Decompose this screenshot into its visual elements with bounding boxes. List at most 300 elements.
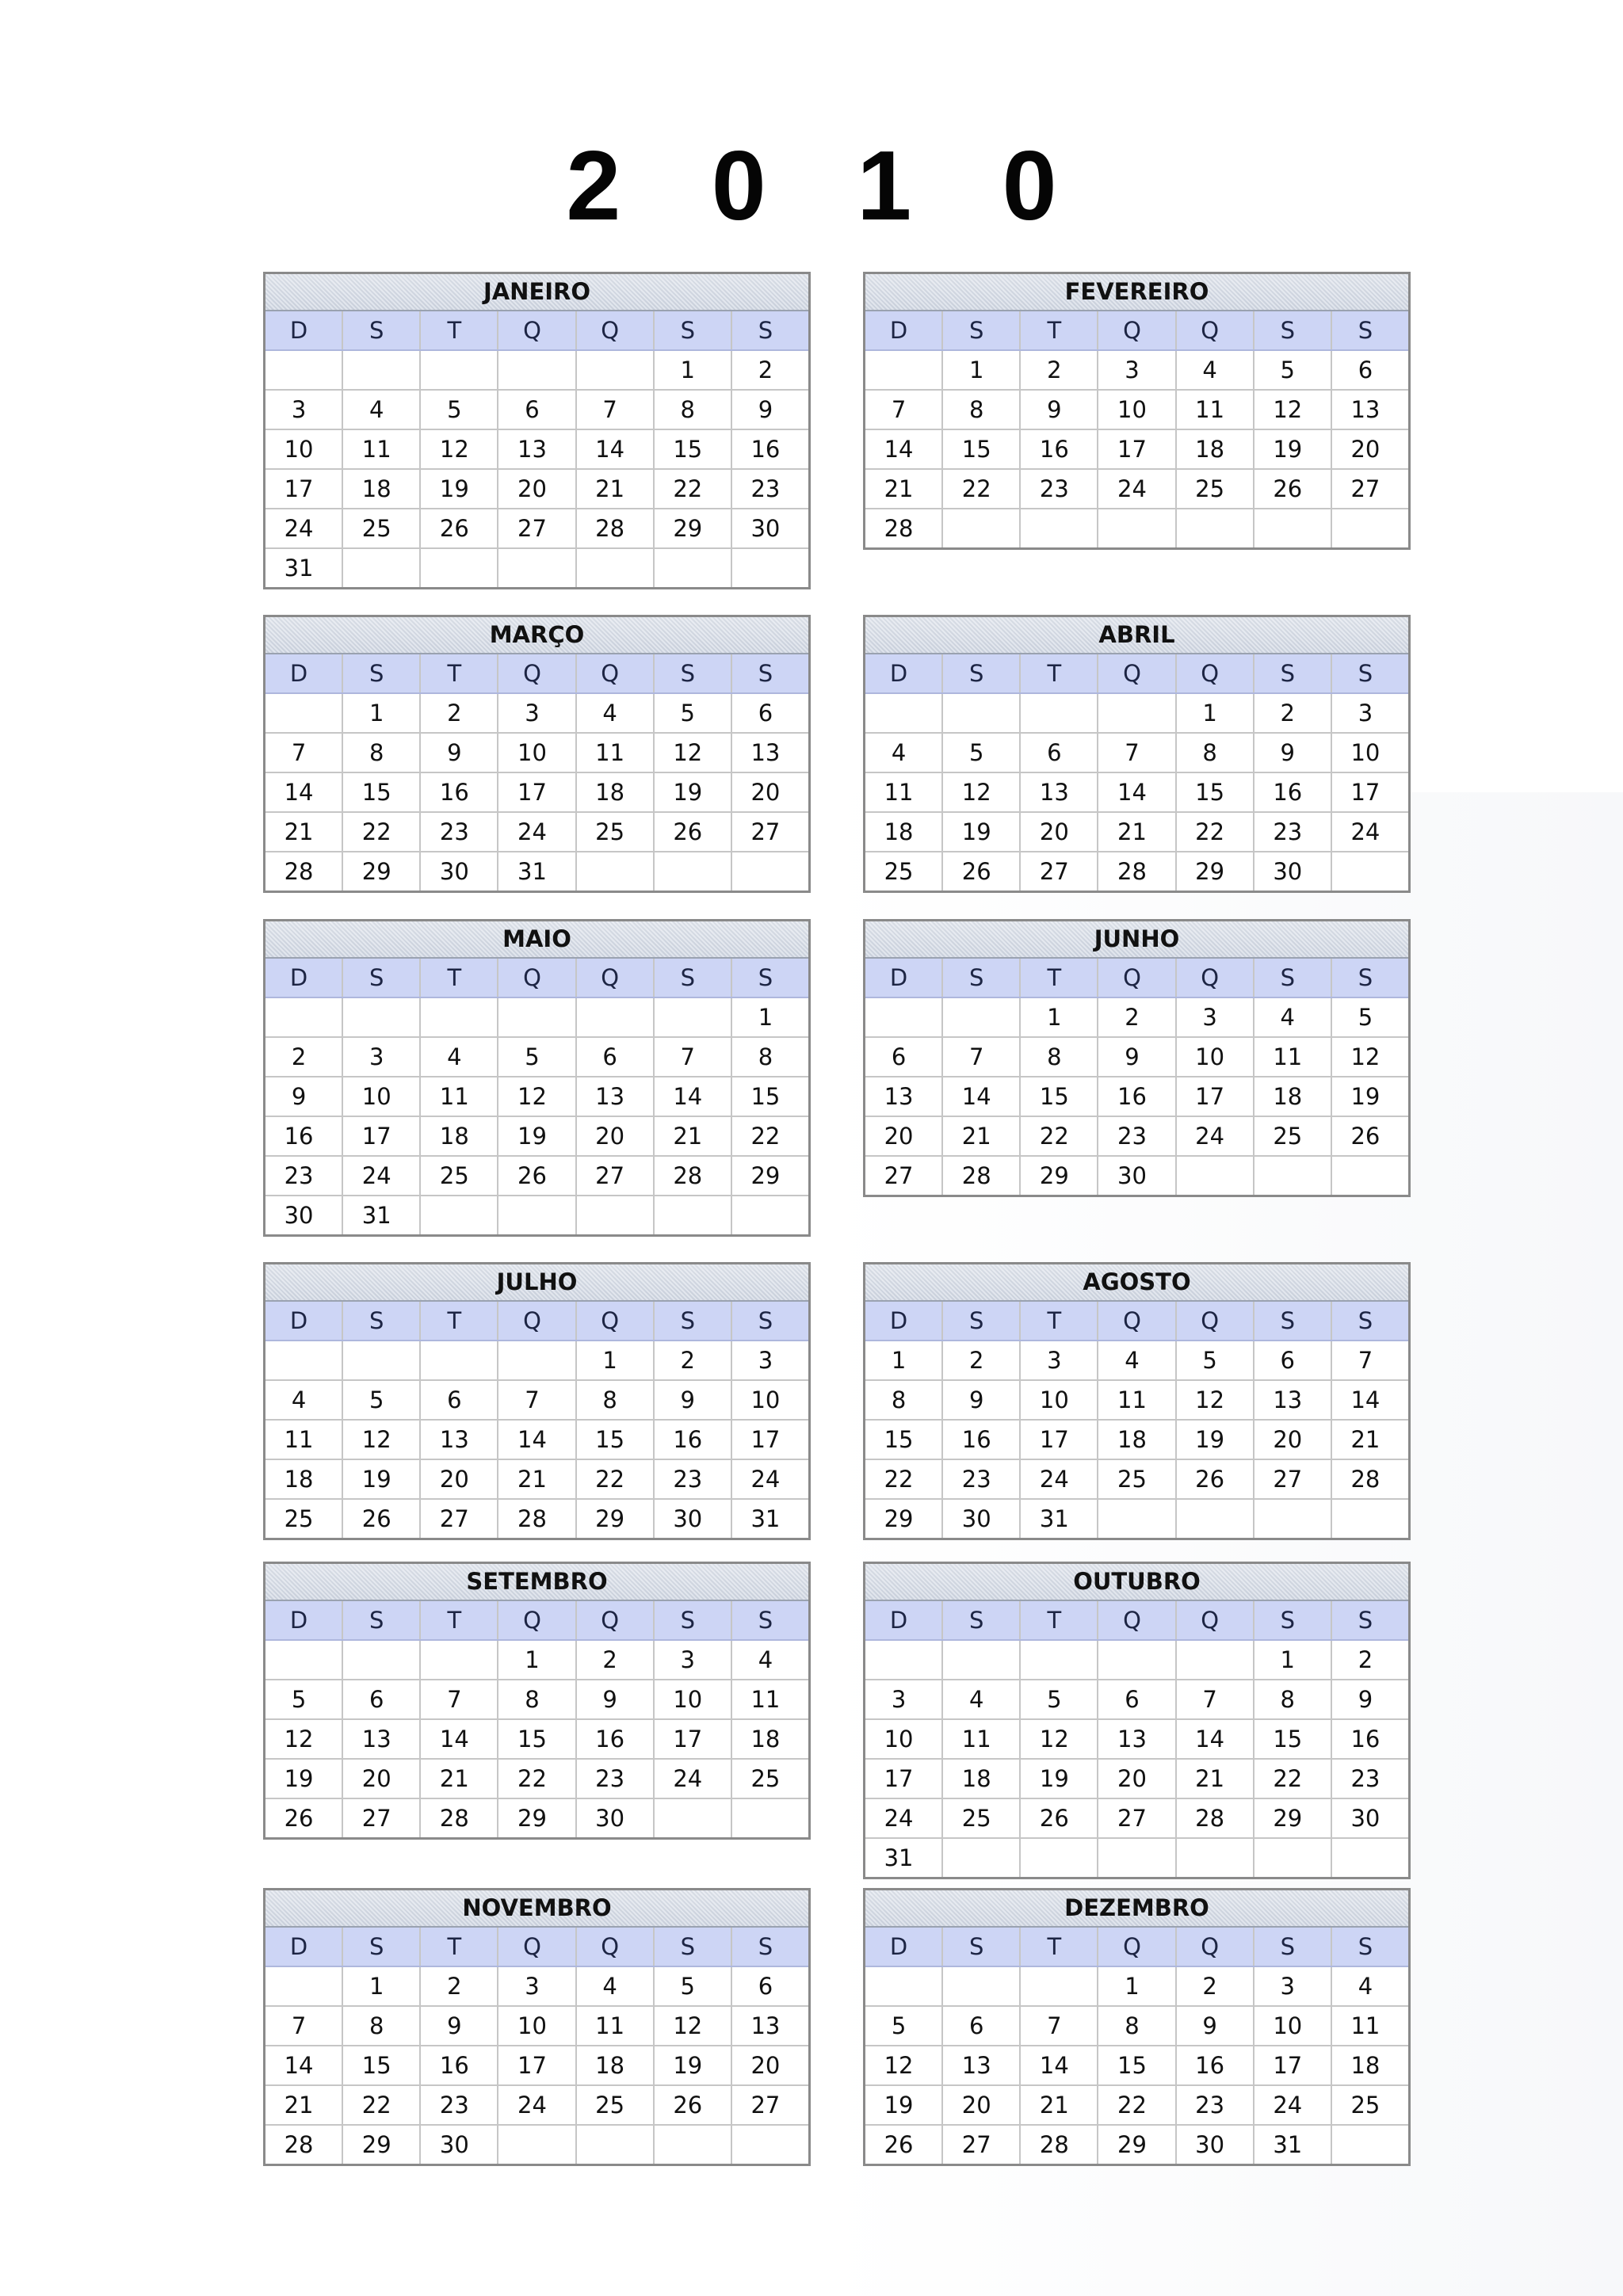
week-row — [265, 509, 808, 549]
day-cell: 13 — [498, 430, 576, 468]
weekday-label: S — [943, 1302, 1021, 1340]
day-cell: 21 — [865, 470, 943, 508]
day-cell: 30 — [1098, 1157, 1176, 1195]
day-cell: 14 — [1021, 2046, 1098, 2084]
weekday-label: S — [1358, 317, 1373, 344]
weekday-label: S — [1254, 1601, 1332, 1639]
day-cell: 16 — [265, 1117, 343, 1155]
weekday-header-row — [865, 1601, 1408, 1641]
day-cell: 10 — [750, 1386, 781, 1413]
day-cell: 9 — [577, 1680, 655, 1718]
day-cell: 18 — [1254, 1077, 1332, 1116]
day-cell: 21 — [577, 470, 655, 508]
day-cell: 30 — [577, 1799, 655, 1837]
day-cell — [498, 2126, 576, 2164]
day-cell — [265, 1967, 343, 2005]
day-cell: 11 — [943, 1720, 1021, 1758]
day-cell: 20 — [750, 779, 781, 806]
week-row — [865, 734, 1408, 773]
day-cell — [732, 549, 808, 587]
day-cell — [1098, 694, 1176, 732]
day-cell: 25 — [343, 509, 421, 547]
day-cell: 4 — [758, 1646, 773, 1673]
day-cell: 18 — [577, 2046, 655, 2084]
weekday-label: Q — [577, 1302, 655, 1340]
week-row — [865, 1720, 1408, 1760]
day-cell: 23 — [655, 1460, 732, 1498]
day-cell — [265, 1341, 343, 1379]
day-cell — [421, 1641, 498, 1679]
weekday-label: Q — [498, 1302, 576, 1340]
day-cell — [943, 509, 1021, 547]
weekday-label: Q — [1098, 654, 1176, 692]
day-cell: 5 — [498, 1038, 576, 1076]
day-cell: 11 — [1350, 2012, 1381, 2039]
day-cell: 13 — [1021, 773, 1098, 811]
month-name: AGOSTO — [865, 1264, 1408, 1302]
weekday-label: S — [343, 1928, 421, 1966]
day-cell: 4 — [421, 1038, 498, 1076]
day-cell: 28 — [265, 852, 343, 891]
day-cell — [1332, 1157, 1408, 1195]
day-cell: 3 — [498, 1967, 576, 2005]
day-cell: 9 — [1358, 1686, 1373, 1713]
day-cell: 2 — [265, 1038, 343, 1076]
day-cell: 22 — [865, 1460, 943, 1498]
weekday-label: T — [1021, 959, 1098, 997]
day-cell: 16 — [1098, 1077, 1176, 1116]
weekday-label: D — [865, 654, 943, 692]
month-june — [863, 919, 1411, 1197]
day-cell: 12 — [865, 2046, 943, 2084]
day-cell: 15 — [1177, 773, 1254, 811]
week-row — [865, 1341, 1408, 1381]
day-cell: 3 — [343, 1038, 421, 1076]
day-cell: 19 — [1021, 1760, 1098, 1798]
day-cell: 1 — [758, 1004, 773, 1031]
day-cell: 16 — [655, 1421, 732, 1459]
day-cell: 23 — [421, 813, 498, 851]
day-cell: 5 — [943, 734, 1021, 772]
month-name: NOVEMBRO — [265, 1890, 808, 1928]
day-cell — [421, 1196, 498, 1234]
day-cell: 31 — [343, 1196, 421, 1234]
day-cell — [498, 351, 576, 389]
day-cell: 12 — [1350, 1043, 1381, 1070]
day-cell: 7 — [1177, 1680, 1254, 1718]
weekday-label: S — [943, 311, 1021, 349]
day-cell: 30 — [750, 515, 781, 542]
day-cell: 16 — [750, 436, 781, 463]
day-cell: 26 — [655, 2086, 732, 2124]
day-cell: 5 — [421, 391, 498, 429]
day-cell: 20 — [865, 1117, 943, 1155]
week-row — [865, 430, 1408, 470]
day-cell — [577, 1196, 655, 1234]
day-cell: 27 — [1098, 1799, 1176, 1837]
weekday-label: Q — [1177, 959, 1254, 997]
day-cell: 15 — [750, 1083, 781, 1110]
weekday-label: T — [421, 959, 498, 997]
weekday-label: Q — [1098, 1302, 1176, 1340]
day-cell: 14 — [265, 773, 343, 811]
week-row — [265, 1680, 808, 1720]
day-cell: 1 — [577, 1341, 655, 1379]
day-cell: 24 — [498, 813, 576, 851]
day-cell: 28 — [865, 509, 943, 547]
day-cell: 23 — [577, 1760, 655, 1798]
day-cell — [577, 998, 655, 1036]
weekday-label: S — [343, 959, 421, 997]
day-cell: 5 — [1021, 1680, 1098, 1718]
weekday-label: S — [343, 1601, 421, 1639]
day-cell — [1177, 1500, 1254, 1538]
day-cell: 14 — [1177, 1720, 1254, 1758]
week-row — [265, 852, 808, 891]
day-cell: 9 — [421, 2007, 498, 2045]
week-row — [265, 1641, 808, 1680]
week-row — [865, 1157, 1408, 1195]
day-cell — [943, 1839, 1021, 1877]
day-cell: 26 — [943, 852, 1021, 891]
week-row — [265, 1720, 808, 1760]
week-row — [865, 773, 1408, 813]
weekday-label: D — [265, 654, 343, 692]
week-row — [865, 2007, 1408, 2046]
day-cell: 15 — [498, 1720, 576, 1758]
day-cell: 20 — [750, 2052, 781, 2079]
day-cell: 6 — [943, 2007, 1021, 2045]
day-cell — [421, 549, 498, 587]
day-cell: 29 — [865, 1500, 943, 1538]
day-cell: 13 — [750, 739, 781, 766]
day-cell: 16 — [421, 773, 498, 811]
weekday-label: D — [865, 1928, 943, 1966]
day-cell: 24 — [343, 1157, 421, 1195]
day-cell: 5 — [265, 1680, 343, 1718]
week-row — [265, 2046, 808, 2086]
day-cell: 14 — [943, 1077, 1021, 1116]
day-cell — [577, 852, 655, 891]
day-cell: 23 — [1350, 1765, 1381, 1792]
weekday-label: S — [943, 1928, 1021, 1966]
day-cell: 3 — [1358, 700, 1373, 727]
day-cell: 9 — [758, 396, 773, 423]
weekday-label: Q — [1177, 1302, 1254, 1340]
week-row — [865, 351, 1408, 391]
day-cell: 2 — [421, 1967, 498, 2005]
day-cell: 8 — [943, 391, 1021, 429]
day-cell: 17 — [265, 470, 343, 508]
day-cell: 6 — [421, 1381, 498, 1419]
day-cell: 9 — [1254, 734, 1332, 772]
day-cell: 13 — [865, 1077, 943, 1116]
day-cell: 11 — [577, 2007, 655, 2045]
week-row — [865, 1967, 1408, 2007]
day-cell: 19 — [265, 1760, 343, 1798]
month-january — [263, 272, 811, 589]
weekday-label: S — [758, 317, 773, 344]
day-cell: 20 — [1098, 1760, 1176, 1798]
day-cell: 11 — [421, 1077, 498, 1116]
day-cell: 10 — [865, 1720, 943, 1758]
day-cell: 25 — [1350, 2092, 1381, 2119]
week-row — [265, 773, 808, 813]
week-row — [865, 1680, 1408, 1720]
day-cell: 19 — [343, 1460, 421, 1498]
day-cell: 13 — [1254, 1381, 1332, 1419]
day-cell: 8 — [1177, 734, 1254, 772]
weekday-label: S — [758, 660, 773, 687]
weekday-label: Q — [498, 311, 576, 349]
month-name: DEZEMBRO — [865, 1890, 1408, 1928]
day-cell: 8 — [1098, 2007, 1176, 2045]
day-cell: 21 — [655, 1117, 732, 1155]
day-cell: 3 — [758, 1347, 773, 1374]
weekday-header-row — [865, 1302, 1408, 1341]
week-row — [265, 694, 808, 734]
weekday-label: S — [1254, 311, 1332, 349]
day-cell — [498, 549, 576, 587]
weekday-label: D — [265, 1302, 343, 1340]
day-cell: 11 — [1177, 391, 1254, 429]
week-row — [865, 1421, 1408, 1460]
day-cell: 27 — [750, 2092, 781, 2119]
day-cell — [1098, 1500, 1176, 1538]
day-cell: 5 — [1177, 1341, 1254, 1379]
weekday-label: T — [421, 1601, 498, 1639]
day-cell: 5 — [343, 1381, 421, 1419]
day-cell: 8 — [655, 391, 732, 429]
day-cell: 18 — [421, 1117, 498, 1155]
week-row — [265, 1196, 808, 1234]
day-cell: 7 — [1358, 1347, 1373, 1374]
day-cell: 29 — [1098, 2126, 1176, 2164]
day-cell: 20 — [1254, 1421, 1332, 1459]
day-cell: 9 — [1021, 391, 1098, 429]
day-cell: 24 — [1177, 1117, 1254, 1155]
weekday-label: S — [1254, 959, 1332, 997]
day-cell: 4 — [1098, 1341, 1176, 1379]
week-row — [865, 470, 1408, 509]
weekday-label: S — [1358, 1933, 1373, 1960]
day-cell: 17 — [1254, 2046, 1332, 2084]
weekday-label: S — [943, 959, 1021, 997]
day-cell: 14 — [865, 430, 943, 468]
day-cell — [1177, 1839, 1254, 1877]
day-cell: 27 — [943, 2126, 1021, 2164]
week-row — [865, 852, 1408, 891]
day-cell: 12 — [421, 430, 498, 468]
day-cell: 10 — [655, 1680, 732, 1718]
day-cell: 20 — [577, 1117, 655, 1155]
day-cell — [498, 1196, 576, 1234]
day-cell: 31 — [498, 852, 576, 891]
month-may — [263, 919, 811, 1237]
day-cell: 2 — [1254, 694, 1332, 732]
day-cell: 3 — [498, 694, 576, 732]
day-cell: 18 — [750, 1726, 781, 1753]
week-row — [865, 2046, 1408, 2086]
day-cell: 22 — [343, 2086, 421, 2124]
day-cell: 30 — [943, 1500, 1021, 1538]
week-row — [265, 2086, 808, 2126]
day-cell — [655, 2126, 732, 2164]
week-row — [265, 1799, 808, 1837]
day-cell — [1021, 1641, 1098, 1679]
week-row — [265, 1421, 808, 1460]
weekday-label: T — [1021, 311, 1098, 349]
weekday-header-row — [865, 1928, 1408, 1967]
day-cell: 31 — [1254, 2126, 1332, 2164]
day-cell: 12 — [1254, 391, 1332, 429]
week-row — [265, 813, 808, 852]
day-cell: 28 — [498, 1500, 576, 1538]
day-cell: 21 — [1021, 2086, 1098, 2124]
day-cell — [1021, 1967, 1098, 2005]
day-cell: 26 — [421, 509, 498, 547]
day-cell: 4 — [1254, 998, 1332, 1036]
day-cell: 14 — [1098, 773, 1176, 811]
week-row — [865, 1460, 1408, 1500]
day-cell: 24 — [1098, 470, 1176, 508]
week-row — [265, 1117, 808, 1157]
weekday-label: T — [1021, 654, 1098, 692]
day-cell: 13 — [943, 2046, 1021, 2084]
day-cell: 22 — [655, 470, 732, 508]
day-cell: 17 — [343, 1117, 421, 1155]
day-cell: 6 — [343, 1680, 421, 1718]
day-cell: 30 — [1350, 1805, 1381, 1832]
day-cell: 18 — [343, 470, 421, 508]
day-cell: 1 — [1098, 1967, 1176, 2005]
day-cell: 26 — [1021, 1799, 1098, 1837]
day-cell: 25 — [943, 1799, 1021, 1837]
day-cell — [265, 998, 343, 1036]
day-cell: 30 — [421, 2126, 498, 2164]
week-row — [865, 509, 1408, 547]
weekday-label: Q — [1177, 654, 1254, 692]
day-cell: 16 — [421, 2046, 498, 2084]
day-cell: 2 — [577, 1641, 655, 1679]
weekday-label: D — [265, 311, 343, 349]
day-cell: 10 — [498, 734, 576, 772]
weekday-label: T — [421, 1928, 498, 1966]
day-cell: 25 — [577, 813, 655, 851]
week-row — [865, 1038, 1408, 1077]
day-cell: 13 — [577, 1077, 655, 1116]
weekday-header-row — [265, 1601, 808, 1641]
weekday-label: Q — [498, 1601, 576, 1639]
day-cell: 9 — [655, 1381, 732, 1419]
weekday-label: S — [943, 1601, 1021, 1639]
day-cell: 18 — [1177, 430, 1254, 468]
weekday-label: T — [421, 654, 498, 692]
day-cell: 10 — [498, 2007, 576, 2045]
day-cell: 2 — [655, 1341, 732, 1379]
day-cell: 26 — [655, 813, 732, 851]
day-cell: 26 — [1177, 1460, 1254, 1498]
week-row — [265, 734, 808, 773]
day-cell: 23 — [1254, 813, 1332, 851]
day-cell: 29 — [498, 1799, 576, 1837]
weekday-label: S — [655, 959, 732, 997]
day-cell: 29 — [577, 1500, 655, 1538]
day-cell: 8 — [1021, 1038, 1098, 1076]
week-row — [265, 1077, 808, 1117]
day-cell: 31 — [265, 549, 343, 587]
day-cell: 22 — [577, 1460, 655, 1498]
day-cell: 8 — [343, 2007, 421, 2045]
weekday-label: Q — [1098, 311, 1176, 349]
day-cell: 11 — [865, 773, 943, 811]
day-cell: 22 — [1254, 1760, 1332, 1798]
weekday-label: S — [943, 654, 1021, 692]
day-cell: 17 — [750, 1426, 781, 1453]
day-cell — [265, 351, 343, 389]
day-cell: 28 — [1021, 2126, 1098, 2164]
day-cell: 24 — [1254, 2086, 1332, 2124]
day-cell: 26 — [1254, 470, 1332, 508]
week-row — [865, 2126, 1408, 2164]
day-cell — [732, 1196, 808, 1234]
day-cell: 4 — [1177, 351, 1254, 389]
day-cell: 10 — [1021, 1381, 1098, 1419]
week-row — [265, 1381, 808, 1421]
weekday-label: Q — [1098, 1601, 1176, 1639]
weekday-label: Q — [577, 959, 655, 997]
day-cell — [1177, 509, 1254, 547]
day-cell: 7 — [265, 734, 343, 772]
weekday-label: Q — [577, 654, 655, 692]
weekday-label: Q — [577, 1928, 655, 1966]
day-cell: 10 — [1254, 2007, 1332, 2045]
day-cell — [498, 998, 576, 1036]
week-row — [865, 2086, 1408, 2126]
week-row — [865, 1381, 1408, 1421]
day-cell — [1021, 1839, 1098, 1877]
weekday-label: T — [1021, 1302, 1098, 1340]
day-cell: 15 — [943, 430, 1021, 468]
day-cell — [421, 998, 498, 1036]
day-cell: 27 — [1350, 475, 1381, 502]
weekday-label: S — [1358, 1307, 1373, 1334]
weekday-label: D — [265, 1928, 343, 1966]
weekday-header-row — [865, 959, 1408, 998]
day-cell: 1 — [655, 351, 732, 389]
weekday-header-row — [265, 959, 808, 998]
weekday-label: S — [1358, 964, 1373, 991]
day-cell — [1254, 1839, 1332, 1877]
day-cell — [655, 998, 732, 1036]
day-cell: 21 — [1098, 813, 1176, 851]
day-cell: 11 — [343, 430, 421, 468]
day-cell — [1098, 1641, 1176, 1679]
day-cell: 7 — [265, 2007, 343, 2045]
day-cell — [865, 1967, 943, 2005]
day-cell: 21 — [421, 1760, 498, 1798]
weekday-label: Q — [577, 311, 655, 349]
day-cell: 28 — [1177, 1799, 1254, 1837]
day-cell: 10 — [1098, 391, 1176, 429]
day-cell — [343, 549, 421, 587]
day-cell: 5 — [1358, 1004, 1373, 1031]
day-cell: 16 — [943, 1421, 1021, 1459]
week-row — [265, 1760, 808, 1799]
week-row — [265, 2007, 808, 2046]
weekday-label: S — [758, 1933, 773, 1960]
week-row — [865, 998, 1408, 1038]
